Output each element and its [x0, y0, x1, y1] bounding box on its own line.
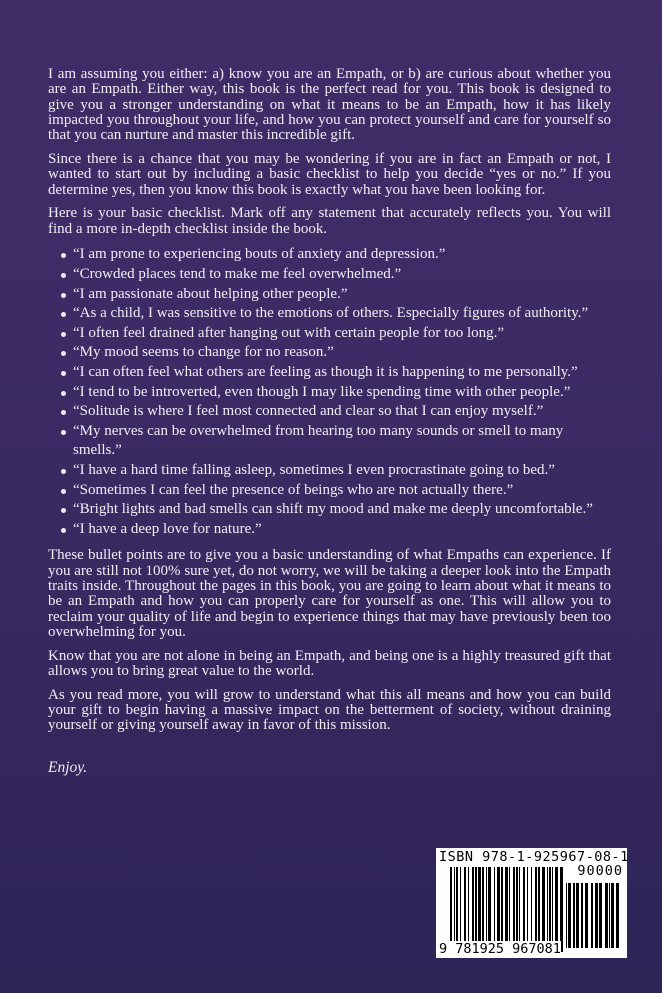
barcode-bar: [516, 867, 518, 952]
barcode-bar: [509, 867, 510, 952]
list-item: “I am passionate about helping other people.”: [48, 285, 611, 305]
bullet-icon: [61, 273, 66, 278]
barcode-bar: [581, 883, 583, 948]
barcode-bar: [576, 883, 579, 948]
list-item: “Solitude is where I feel most connected and clear so that I can enjoy myself.”: [48, 402, 611, 422]
barcode-bar: [595, 883, 598, 948]
list-item: “My nerves can be overwhelmed from hearing too many sounds or smell to many smells.”: [48, 422, 611, 461]
barcode-bar: [460, 867, 461, 952]
barcode-bar: [591, 883, 593, 948]
isbn-number: ISBN 978-1-925967-08-1: [439, 849, 629, 865]
checklist: [48, 245, 611, 539]
intro-paragraph: I am assuming you either: a) know you are an Empath, or b) are curious about whether you are an Empath. Either way, this book is the perfect read for you. This book is designed to give you a stronger understanding on what it means to be an Empath, how it has likely impacted you throughout your life, and how you can protect yourself and care for yourself so that you can nurture and master this incredible gift.: [48, 66, 611, 144]
bullet-icon: [61, 430, 66, 435]
not-alone-paragraph: Know that you are not alone in being an Empath, and being one is a highly treasured gift that allows you to bring great value to the world.: [48, 647, 611, 679]
list-item: “Sometimes I can feel the presence of beings who are not actually there.”: [48, 481, 611, 501]
list-item: “As a child, I was sensitive to the emotions of others. Especially figures of authority.”: [48, 304, 611, 324]
barcode-bar: [501, 867, 503, 952]
barcode-bar: [535, 867, 537, 952]
barcode-bar: [566, 883, 567, 948]
barcode-bar: [454, 867, 455, 952]
barcode-bar: [573, 883, 575, 948]
barcode-bar: [519, 867, 520, 952]
barcode-bar: [538, 867, 540, 952]
price-code: 90000: [577, 863, 623, 879]
bullet-icon: [61, 391, 66, 396]
barcode-bar: [568, 883, 571, 948]
barcode-bar: [472, 867, 474, 952]
list-item: “I tend to be introverted, even though I may like spending time with other people.”: [48, 383, 611, 403]
bullet-icon: [61, 312, 66, 317]
barcode-bar: [464, 867, 466, 952]
barcode-bar: [450, 867, 452, 952]
bullet-icon: [61, 351, 66, 356]
list-item: “I have a deep love for nature.”: [48, 520, 611, 540]
list-item: “I often feel drained after hanging out with certain people for too long.”: [48, 324, 611, 344]
barcode-bar: [609, 883, 610, 948]
barcode-bar: [585, 883, 588, 948]
bullet-icon: [61, 489, 66, 494]
barcode-bar: [488, 867, 491, 952]
barcode-bar: [611, 883, 614, 948]
barcode-bar: [552, 867, 553, 952]
list-item: “I have a hard time falling asleep, sometimes I even procrastinate going to bed.”: [48, 461, 611, 481]
bullet-icon: [61, 469, 66, 474]
bullet-icon: [61, 253, 66, 258]
barcode-bar: [527, 867, 528, 952]
list-item: “My mood seems to change for no reason.”: [48, 343, 611, 363]
back-cover-text: [48, 67, 611, 783]
bullet-icon: [61, 528, 66, 533]
barcode-bar: [616, 883, 619, 948]
checklist-instructions: Here is your basic checklist. Mark off any statement that accurately reflects you. You will find a more in-depth checklist inside the book.: [48, 205, 611, 237]
list-item: “I am prone to experiencing bouts of anxiety and depression.”: [48, 245, 611, 265]
barcode-bar: [486, 867, 487, 952]
barcode-bar: [531, 867, 532, 952]
barcode-bar: [478, 867, 481, 952]
barcode-bar: [482, 867, 484, 952]
barcode-bar: [497, 867, 500, 952]
barcode-bars-main: [450, 867, 562, 952]
barcode-bar: [599, 883, 602, 948]
barcode-bar: [494, 867, 495, 952]
closing-paragraph: As you read more, you will grow to understand what this all means and how you can build your gift to begin having a massive impact on the betterment of society, without draining yourself or giving yourself away in favor of this mission.: [48, 686, 611, 734]
barcode-bars-addon: [566, 883, 621, 948]
bullet-icon: [61, 508, 66, 513]
bullet-icon: [61, 371, 66, 376]
barcode-digits: 9 781925 967081: [439, 941, 561, 957]
barcode-bar: [542, 867, 545, 952]
summary-paragraph: These bullet points are to give you a basic understanding of what Empaths can experience. If you are still not 100% sure yet, do not worry, we will be taking a deeper look into the Empath traits inside. Throughout the pages in this book, you are going to learn about what it means to be an Empath and how you can properly care for yourself as one. This will allow you to reclaim your quality of life and begin to experience things that may have previously been too overwhelming for you.: [48, 547, 611, 640]
bullet-icon: [61, 293, 66, 298]
barcode-bar: [475, 867, 477, 952]
list-item: “I can often feel what others are feeling as though it is happening to me personally.”: [48, 363, 611, 383]
barcode-bar: [549, 867, 551, 952]
barcode-bar: [513, 867, 515, 952]
checklist-intro-paragraph: Since there is a chance that you may be wondering if you are in fact an Empath or not, I wanted to start out by including a basic checklist to help you decide “yes or no.” If you determine yes, then you know this book is exactly what you have been looking for.: [48, 150, 611, 198]
bullet-icon: [61, 410, 66, 415]
barcode-bar: [547, 867, 548, 952]
barcode-bar: [468, 867, 469, 952]
barcode-bar: [560, 867, 563, 952]
isbn-barcode: [436, 848, 627, 958]
list-item: “Crowded places tend to make me feel overwhelmed.”: [48, 265, 611, 285]
barcode-bar: [555, 867, 558, 952]
barcode-bar: [456, 867, 458, 952]
bullet-icon: [61, 332, 66, 337]
closing-word: Enjoy.: [48, 758, 88, 776]
barcode-bar: [505, 867, 508, 952]
barcode-bar: [523, 867, 525, 952]
list-item: “Bright lights and bad smells can shift my mood and make me deeply uncomfortable.”: [48, 500, 611, 520]
barcode-bar: [605, 883, 608, 948]
